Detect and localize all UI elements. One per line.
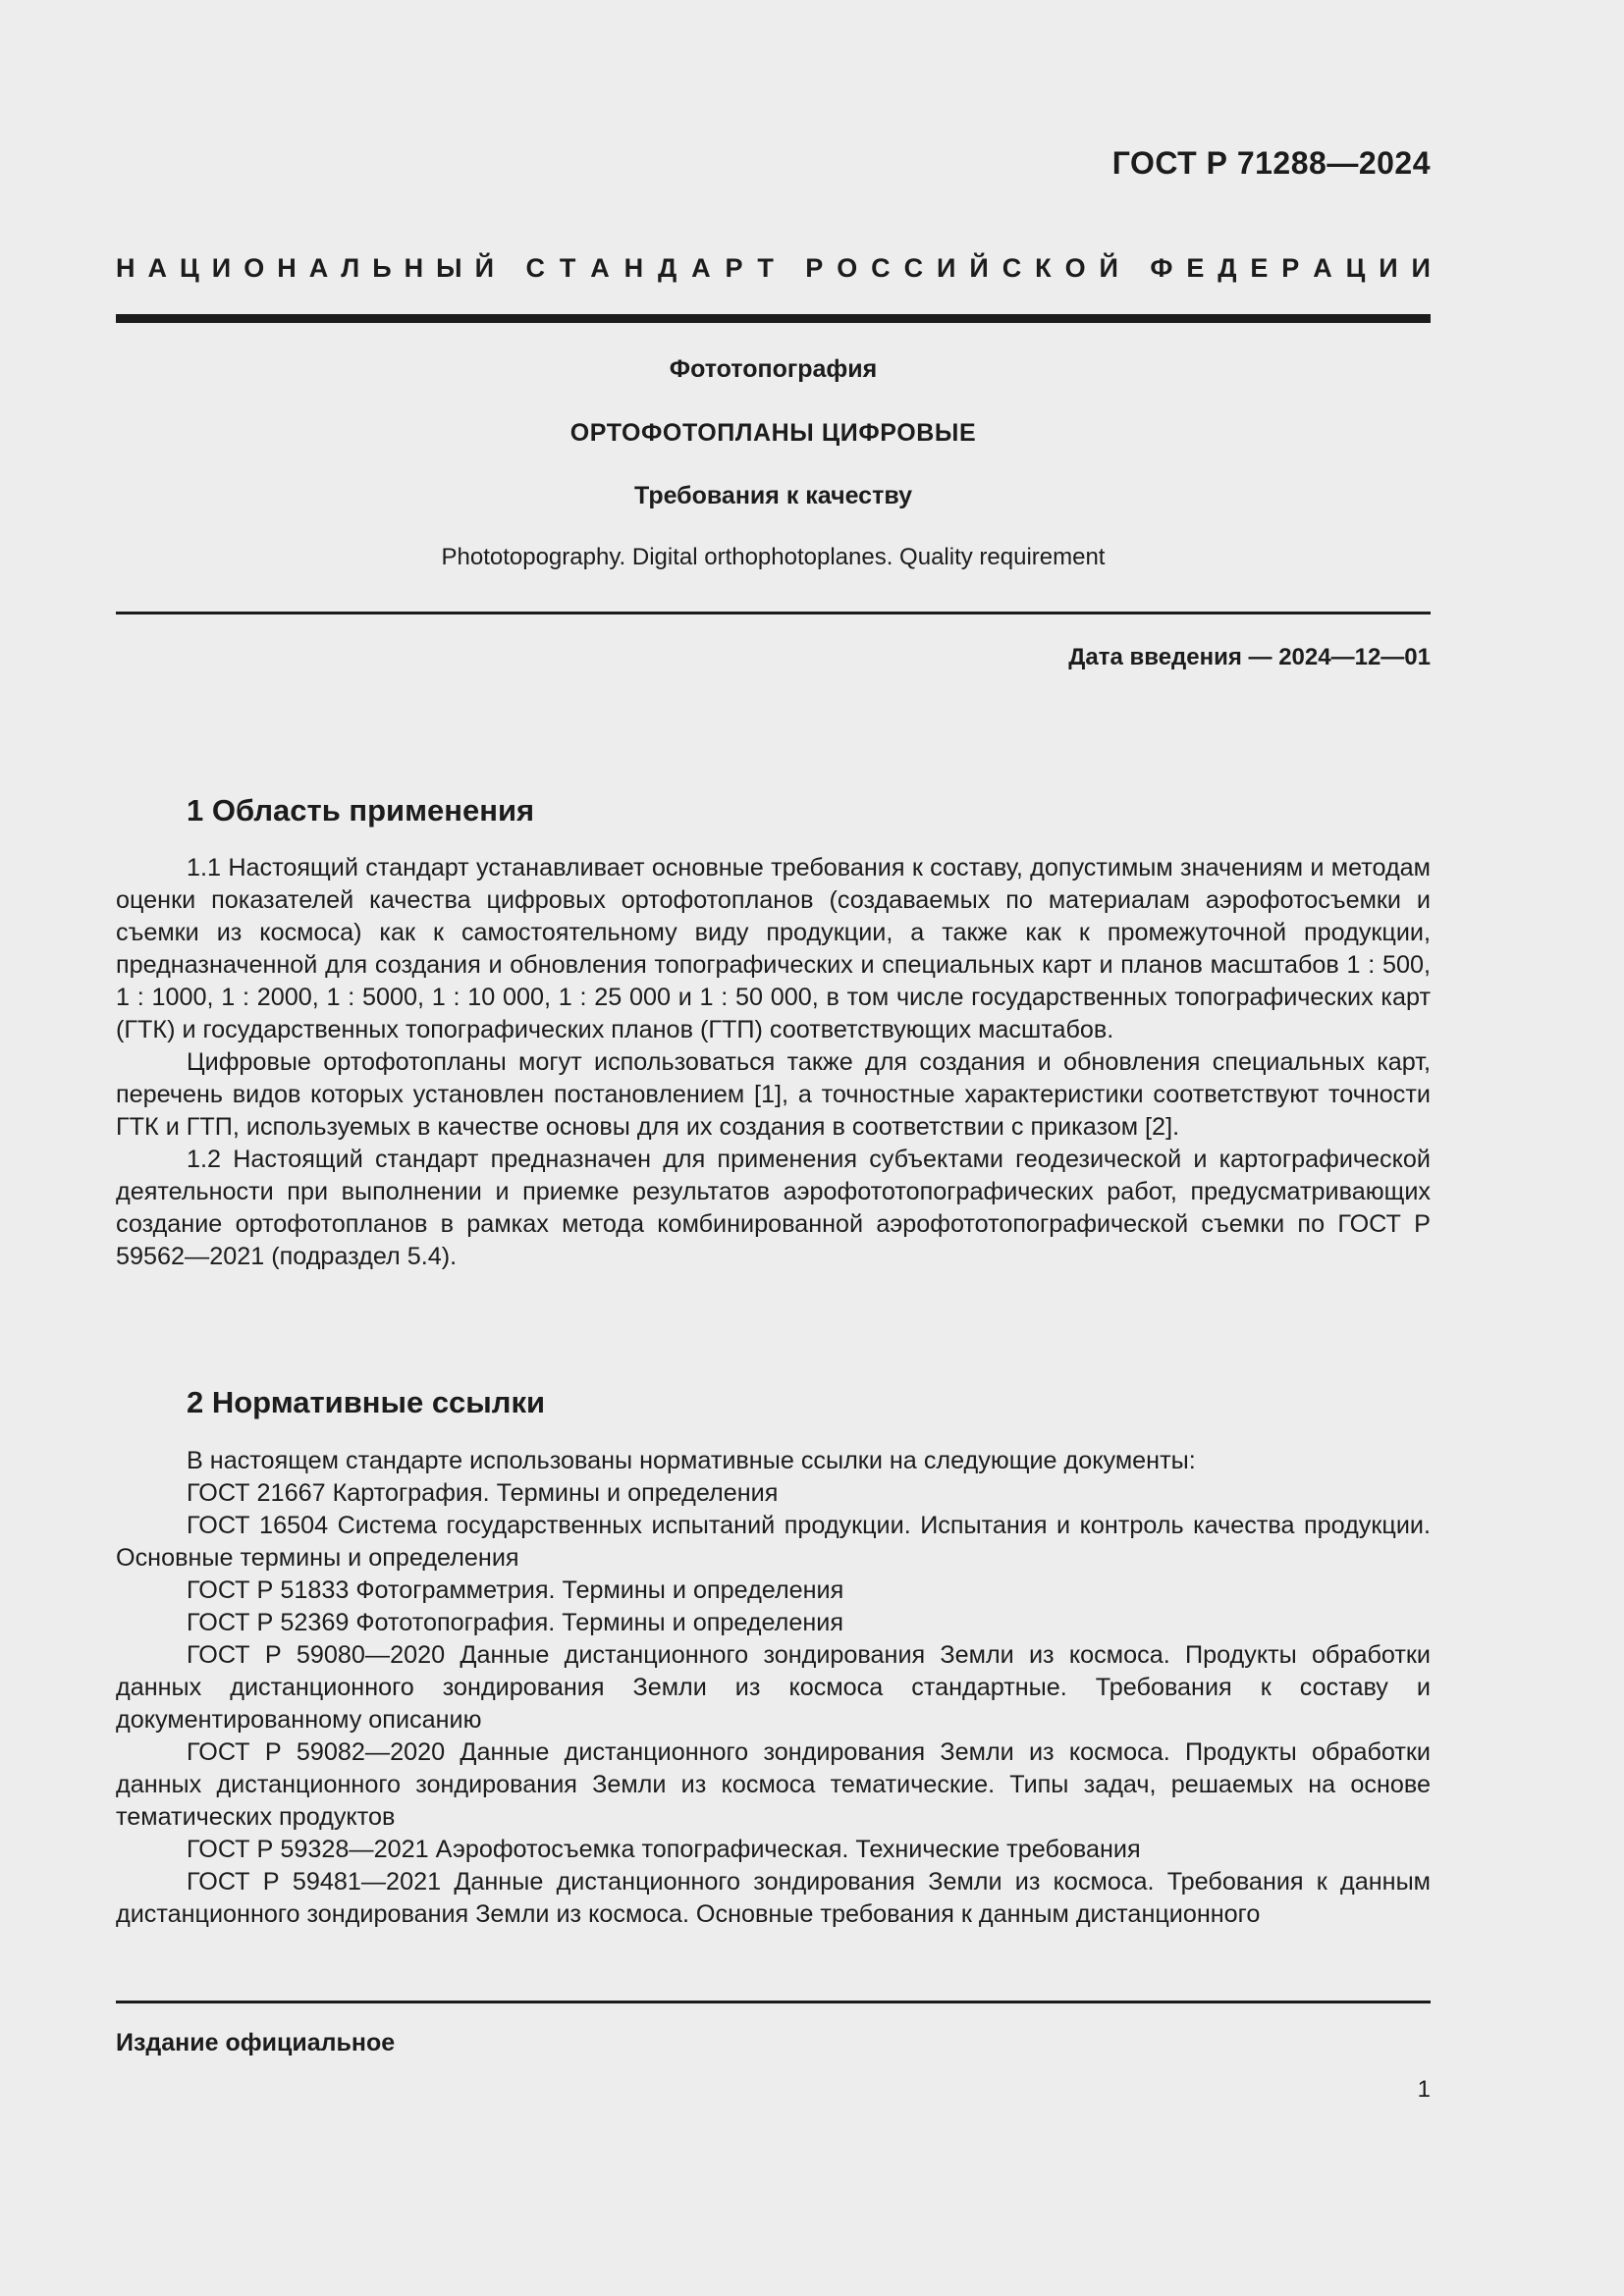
section-2-heading: 2 Нормативные ссылки — [187, 1385, 546, 1419]
paragraph: 1.1 Настоящий стандарт устанавливает основные требования к составу, допустимым значениям и методам оценки показателей качества цифровых ортофотопланов (создаваемых по материалам аэрофотосъемки и съемки из космоса) как к самостоятельному виду продукции, а также как к промежуточной продукции, предназначенной для создания и обновления топографических и специальных карт и планов масштабов 1 : 500, 1 : 1000, 1 : 2000, 1 : 5000, 1 : 10 000, 1 : 25 000 и 1 : 50 000, в том числе государственных топографических карт (ГТК) и государственных топографических планов (ГТП) соответствующих масштабов. — [116, 854, 1431, 1043]
reference-item: ГОСТ Р 52369 Фототопография. Термины и определения — [187, 1609, 843, 1636]
title-subtitle: Требования к качеству — [634, 482, 912, 509]
title-rule — [116, 612, 1431, 614]
reference-item: ГОСТ 16504 Система государственных испытаний продукции. Испытания и контроль качества продукции. Основные термины и определения — [116, 1512, 1431, 1572]
national-title-word: Р О С С И Й С К О Й — [805, 253, 1118, 283]
title-subject: Фототопография — [669, 355, 878, 383]
page-number: 1 — [1417, 2076, 1431, 2103]
reference-item: ГОСТ Р 59082—2020 Данные дистанционного зондирования Земли из космоса. Продукты обработки данных дистанционного зондирования Земли из космоса тематические. Типы задач, решаемых на основе тематических продуктов — [116, 1738, 1431, 1831]
section-1-body — [116, 852, 1431, 1273]
publication-mark: Издание официальное — [116, 2029, 396, 2056]
document-page — [116, 0, 1431, 2296]
paragraph: Цифровые ортофотопланы могут использоваться также для создания и обновления специальных карт, перечень видов которых установлен постановлением [1], а точностные характеристики соответствуют точности ГТК и ГТП, используемых в качестве основы для их создания в соответствии с приказом [2]. — [116, 1048, 1431, 1141]
national-standard-title — [116, 253, 1431, 284]
section-2-body — [116, 1445, 1431, 1931]
paragraph: В настоящем стандарте использованы нормативные ссылки на следующие документы: — [187, 1447, 1196, 1474]
national-title-word: Ф Е Д Е Р А Ц И И — [1150, 253, 1431, 283]
paragraph: 1.2 Настоящий стандарт предназначен для применения субъектами геодезической и картографической деятельности при выполнении и приемке результатов аэрофототопографических работ, предусматривающих создание ортофотопланов в рамках метода комбинированной аэрофототопографической съемки по ГОСТ Р 59562—2021 (подраздел 5.4). — [116, 1146, 1431, 1270]
title-english: Phototopography. Digital orthophotoplanes. Quality requirement — [441, 544, 1106, 570]
reference-item: ГОСТ Р 51833 Фотограмметрия. Термины и определения — [187, 1576, 844, 1604]
gost-number: ГОСТ Р 71288—2024 — [1111, 145, 1431, 181]
reference-item: ГОСТ Р 59328—2021 Аэрофотосъемка топографическая. Технические требования — [187, 1836, 1141, 1863]
header-rule — [116, 314, 1431, 323]
intro-date: Дата введения — 2024—12—01 — [1068, 644, 1431, 670]
section-1-heading: 1 Область применения — [187, 793, 535, 828]
footer-rule — [116, 2001, 1431, 2003]
national-title-word: Н А Ц И О Н А Л Ь Н Ы Й — [116, 253, 495, 283]
national-title-word: С Т А Н Д А Р Т — [525, 253, 774, 283]
reference-item: ГОСТ Р 59481—2021 Данные дистанционного зондирования Земли из космоса. Требования к данным дистанционного зондирования Земли из космоса. Основные требования к данным дистанционного — [116, 1868, 1431, 1928]
reference-item: ГОСТ Р 59080—2020 Данные дистанционного зондирования Земли из космоса. Продукты обработки данных дистанционного зондирования Земли из космоса стандартные. Требования к составу и документированному описанию — [116, 1641, 1431, 1734]
reference-item: ГОСТ 21667 Картография. Термины и определения — [187, 1479, 779, 1507]
title-name: ОРТОФОТОПЛАНЫ ЦИФРОВЫЕ — [569, 419, 977, 447]
